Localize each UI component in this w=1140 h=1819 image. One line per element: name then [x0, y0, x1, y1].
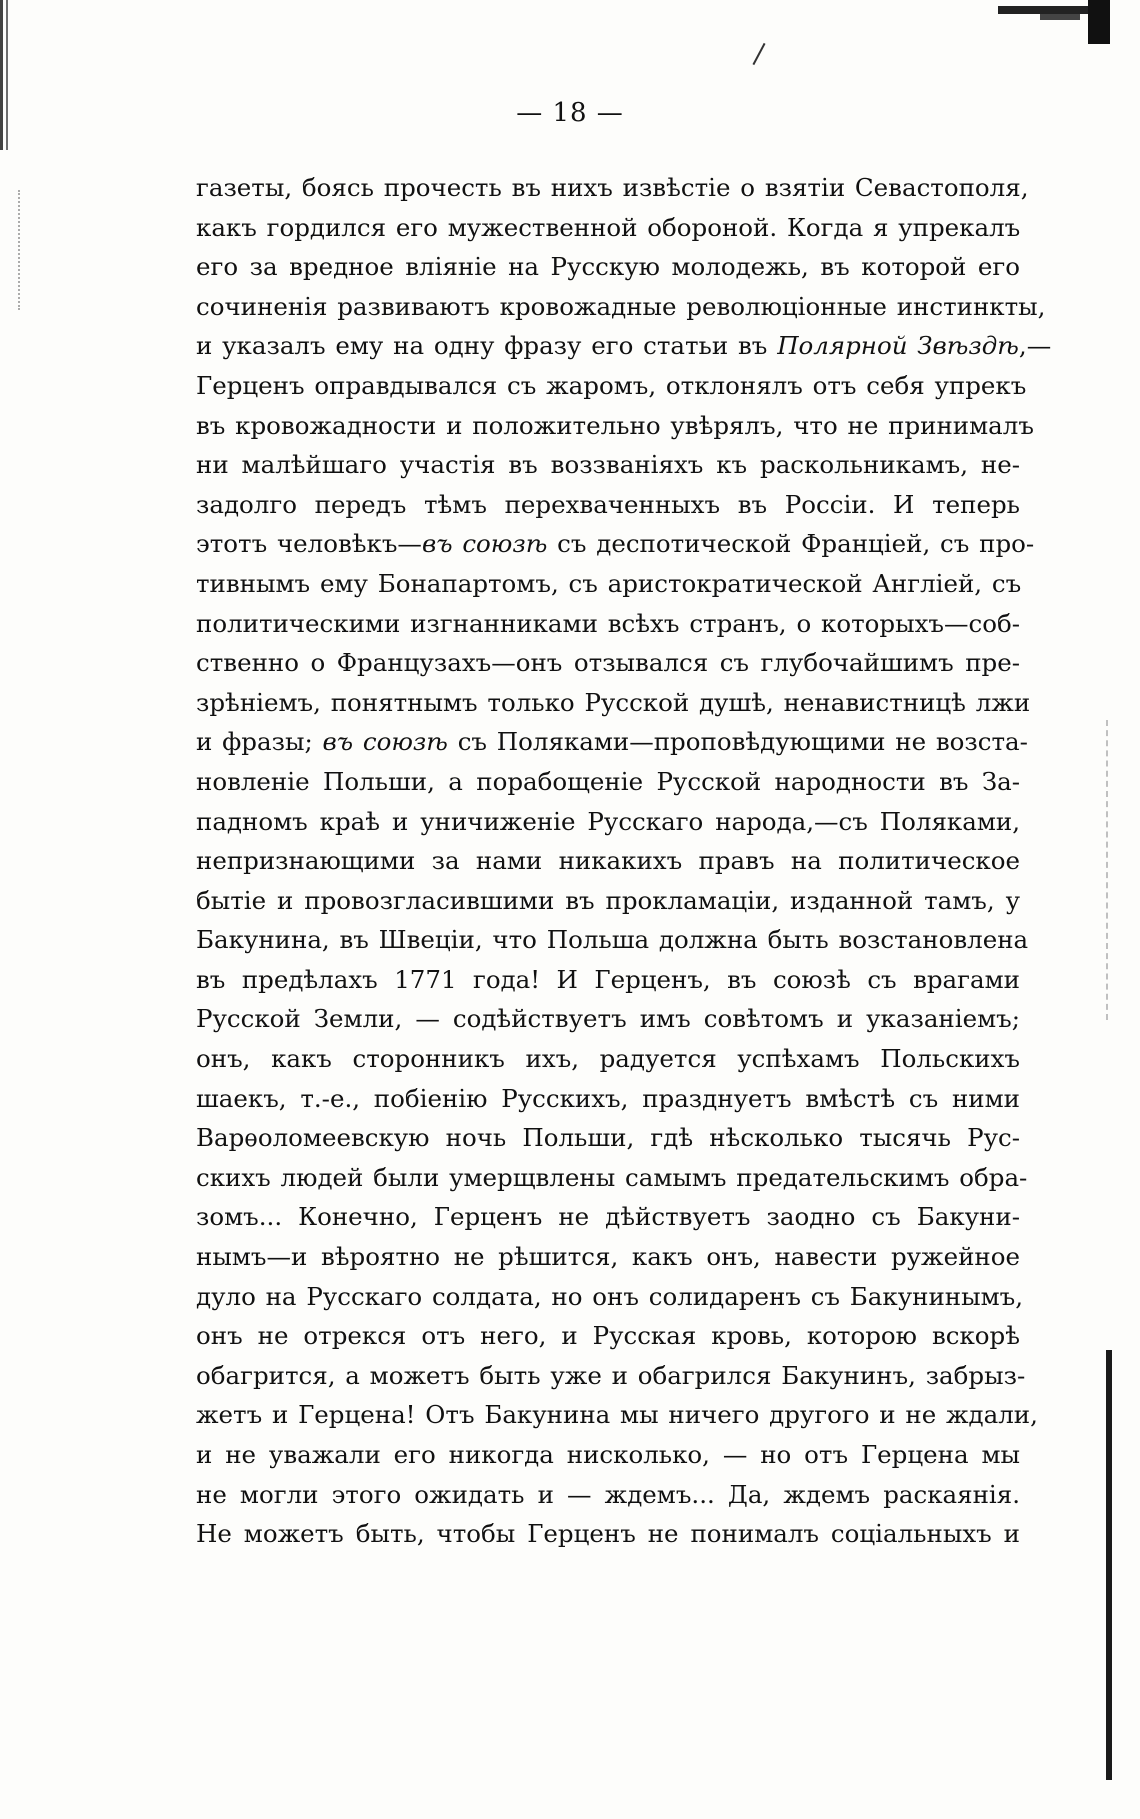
text-line [196, 683, 1031, 723]
line-text: Бакунина, въ Швеціи, что Польша должна быть возстановлена [196, 925, 1029, 955]
line-text: этотъ человѣкъ— [196, 529, 422, 559]
italic-phrase: Полярной Звѣздѣ [777, 331, 1019, 361]
text-line [196, 1356, 1026, 1396]
text-line [196, 564, 1020, 604]
text-line [196, 485, 1020, 525]
text-line [196, 326, 1052, 366]
text-line [196, 168, 1029, 208]
text-line [196, 1118, 1020, 1158]
line-text: задолго передъ тѣмъ перехваченныхъ въ Россіи. И теперь [196, 489, 1020, 519]
line-text: бытіе и провозгласившими въ прокламаціи, изданной тамъ, у [196, 885, 1020, 915]
text-line [196, 1514, 1020, 1554]
text-line [196, 1039, 1020, 1079]
line-text: въ предѣлахъ 1771 года! И Герценъ, въ союзѣ съ врагами [196, 964, 1020, 994]
text-line [196, 604, 1020, 644]
line-text: онъ, какъ сторонникъ ихъ, радуется успѣхамъ Польскихъ [196, 1044, 1020, 1074]
text-line [196, 1237, 1020, 1277]
text-line [196, 1395, 1038, 1435]
line-text: какъ гордился его мужественной обороной. Когда я упрекалъ [196, 212, 1021, 242]
text-line [196, 960, 1020, 1000]
line-text: дуло на Русскаго солдата, но онъ солидаренъ съ Бакунинымъ, [196, 1281, 1024, 1311]
text-line [196, 208, 1020, 248]
text-line [196, 722, 1028, 762]
text-line [196, 247, 1020, 287]
scan-edge-dots [18, 190, 28, 310]
text-line [196, 406, 1034, 446]
line-text: сочиненія развиваютъ кровожадные революціонные инстинкты, [196, 291, 1046, 321]
text-line [196, 366, 1027, 406]
scan-corner-artifact [990, 0, 1110, 40]
text-line [196, 762, 1020, 802]
italic-phrase: въ союзѣ [322, 727, 448, 757]
text-line [196, 1435, 1020, 1475]
line-text: ,— [1018, 331, 1052, 361]
text-line [196, 524, 1035, 564]
text-line [196, 1316, 1020, 1356]
text-line [196, 881, 1020, 921]
line-text: и указалъ ему на одну фразу его статьи въ [196, 331, 778, 361]
text-line [196, 445, 1020, 485]
line-text: съ Поляками—проповѣдующими не возста- [447, 727, 1028, 757]
text-line [196, 1197, 1020, 1237]
line-text: онъ не отрекся отъ него, и Русская кровь, которою вскорѣ [196, 1321, 1020, 1351]
line-text: и не уважали его никогда нисколько, — но отъ Герцена мы [196, 1440, 1020, 1469]
line-text: зомъ... Конечно, Герценъ не дѣйствуетъ заодно съ Бакуни- [196, 1202, 1020, 1232]
text-line [196, 1475, 1020, 1515]
line-text: новленіе Польши, а порабощеніе Русской народности въ За- [196, 766, 1020, 796]
text-line [196, 802, 1020, 842]
line-text: газеты, боясь прочесть въ нихъ извѣстіе о взятіи Севастополя, [196, 173, 1029, 202]
line-text: ственно о Французахъ—онъ отзывался съ глубочайшимъ пре- [196, 648, 1020, 678]
line-text: политическими изгнанниками всѣхъ странъ, о которыхъ—соб- [196, 608, 1020, 638]
line-text: въ кровожадности и положительно увѣрялъ, что не принималъ [196, 410, 1034, 440]
line-text: Варѳоломеевскую ночь Польши, гдѣ нѣсколько тысячь Рус- [196, 1123, 1020, 1153]
scan-scratch-mark [752, 43, 765, 65]
text-line [196, 287, 1046, 327]
line-text: Русской Земли, — содѣйствуетъ имъ совѣтомъ и указаніемъ; [196, 1004, 1020, 1034]
text-line [196, 920, 1029, 960]
body-text [196, 168, 1052, 1554]
line-text: нымъ—и вѣроятно не рѣшится, какъ онъ, навести ружейное [196, 1242, 1020, 1272]
line-text: его за вредное вліяніе на Русскую молодежь, въ которой его [196, 252, 1020, 282]
line-text: скихъ людей были умерщвлены самымъ предательскимъ обра- [196, 1162, 1028, 1192]
text-line [196, 1158, 1028, 1198]
line-text: зрѣніемъ, понятнымъ только Русской душѣ, ненавистницѣ лжи [196, 687, 1031, 717]
line-text: шаекъ, т.-е., побіенію Русскихъ, празднуетъ вмѣстѣ съ ними [196, 1083, 1020, 1113]
page-number: — 18 — [516, 98, 624, 128]
line-text: обагрится, а можетъ быть уже и обагрился Бакунинъ, забрыз- [196, 1360, 1026, 1390]
line-text: непризнающими за нами никакихъ правъ на политическое [196, 846, 1020, 876]
line-text: падномъ краѣ и уничиженіе Русскаго народа,—съ Поляками, [196, 806, 1020, 836]
line-text: и фразы; [196, 727, 323, 757]
line-text: Герценъ оправдывался съ жаромъ, отклонялъ отъ себя упрекъ [196, 370, 1027, 400]
line-text: тивнымъ ему Бонапартомъ, съ аристократической Англіей, съ [196, 568, 1022, 598]
text-line [196, 1079, 1020, 1119]
text-line [196, 999, 1020, 1039]
line-text: ни малѣйшаго участія въ воззваніяхъ къ раскольникамъ, не- [196, 450, 1020, 480]
text-line [196, 841, 1020, 881]
text-line [196, 1277, 1024, 1317]
scan-margin-rule [1106, 1350, 1112, 1780]
italic-phrase: въ союзѣ [421, 529, 548, 559]
line-text: жетъ и Герцена! Отъ Бакунина мы ничего другого и не ждали, [196, 1400, 1038, 1430]
line-text: не могли этого ожидать и — ждемъ... Да, ждемъ раскаянія. [196, 1479, 1020, 1509]
line-text: съ деспотической Франціей, съ про- [547, 529, 1035, 559]
line-text: Не можетъ быть, чтобы Герценъ не понималъ соціальныхъ и [196, 1519, 1020, 1549]
scan-margin-dashes [1106, 720, 1110, 1020]
text-line [196, 643, 1020, 683]
